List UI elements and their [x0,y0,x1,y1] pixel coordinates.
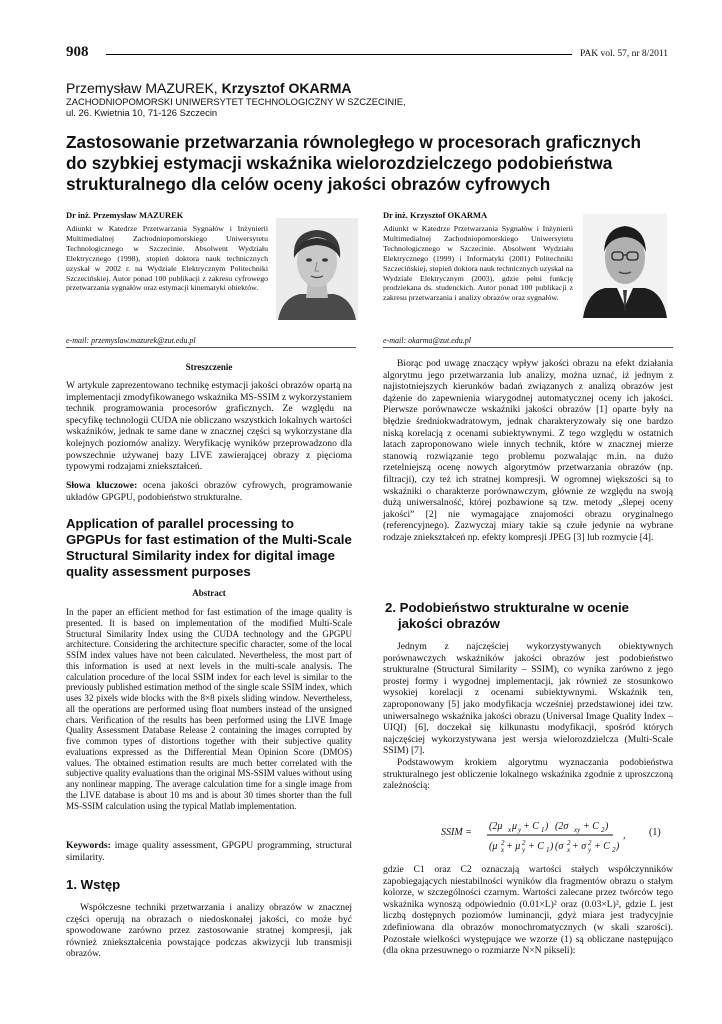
abstract-heading: Abstract [192,588,226,598]
svg-text:2: 2 [612,846,616,854]
svg-text:2: 2 [522,839,526,847]
section-2-heading-line-2: jakości obrazów [398,616,500,631]
svg-text:+ C: + C [523,821,539,832]
intro-continued [383,358,673,544]
svg-text:+ σ: + σ [572,841,587,852]
right-para-4: gdzie C1 oraz C2 oznaczają wartości stałych współczynników zapobiegających niestabilności wyników dla fragmentów obrazu o stałym kolorze, w szczególności czarnym. Wartości zalecane przez twórców tego wskaźnika wynoszą odpowiednio (0.01×L)² oraz (0.03×L)², gdzie L jest liczbą dostępnych poziomów luminancji, gdyż miara jest tradycyjnie zdefiniowana dla obrazów monochromatycznych (w skali szarości). Pozostałe wielkości występujące we wzorze (1) są obliczane następująco (dla okna przesuwnego o rozmiarze N×N pikseli): [383,864,673,957]
section-2-heading [385,600,629,632]
section-1-text: Współczesne techniki przetwarzania i analizy obrazów w znacznej części operują na obrazach o niedoskonałej jakości, co może być spowodowane zarówno przez zastosowanie stratnej kompresji, jak również zniekształcenia powstające podczas akwizycji lub transmisji obrazów. [66,902,352,960]
svg-text:+ C: + C [594,841,610,852]
section-2-block [383,641,673,792]
svg-text:x: x [567,846,571,854]
equation-number: (1) [649,827,661,838]
author-1-photo [276,218,358,320]
svg-text:1: 1 [541,826,545,834]
svg-text:(μ: (μ [489,841,498,852]
streszczenie-block [66,380,352,473]
svg-text:(2μ: (2μ [489,821,503,832]
streszczenie-text: W artykule zaprezentowano technikę estymacji jakości obrazów opartą na implementacji zmodyfikowanego wskaźnika MS-SSIM z wykorzystaniem technik programowania procesorów graficznych. Ze względu na specyfikę technologii CUDA nie obliczano wszystkich lokalnych wartości wskaźników, jednak te same dane w znacznej części są wykorzystane dla kolejnych poziomów analizy. Weryfikację wyników przeprowadzono dla powszechnie używanej bazy LIVE zawierającej obrazy z pięcioma typowymi rodzajami zniekształceń. [66,380,352,473]
bio-1-name: Dr inż. Przemysław MAZUREK [66,210,184,220]
author-2: Krzysztof OKARMA [221,80,352,96]
svg-text:y: y [518,826,522,834]
svg-text:μ: μ [512,821,518,832]
svg-text:(2σ: (2σ [555,821,569,832]
bio-1-email: e-mail: przemyslaw.mazurek@zut.edu.pl [66,336,196,345]
affiliation-line-1: ZACHODNIOPOMORSKI UNIWERSYTET TECHNOLOGICZNY W SZCZECINIE, [66,96,406,107]
equation-lhs: SSIM = [441,827,472,838]
svg-text:): ) [545,821,549,832]
svg-text:,: , [623,830,626,841]
header-rule [106,54,572,55]
svg-text:x: x [501,846,505,854]
streszczenie-keywords [66,480,352,503]
english-title: Application of parallel processing to GPGPUs for fast estimation of the Multi-Scale Structural Similarity index for digital image quality assessment purposes [66,516,352,579]
svg-text:+ C: + C [528,841,544,852]
affiliation-line-2: ul. 26. Kwietnia 10, 71-126 Szczecin [66,107,218,118]
svg-text:(σ: (σ [555,841,564,852]
page-number: 908 [66,44,89,60]
svg-text:2: 2 [601,826,605,834]
section-2-heading-line-1: 2. Podobieństwo strukturalne w ocenie [385,600,630,615]
authors-line [66,80,351,96]
left-column-rule [66,347,356,348]
svg-text:): ) [550,841,554,852]
abstract-text: In the paper an efficient method for fast estimation of the image quality is presented. It is based on implementation of the modified Multi-Scale Structural Similarity Index using the CUDA technology and the GPGPU architecture. Considering the architecture specific character, some of the local SSIM index values have not been calculated. Nevertheless, the most part of this information is used at next levels in the multi-scale analysis. The calculation procedure of the local SSIM index for each level is similar to the previously published estimation method of the single scale SSIM index, which uses 32 pixels wide blocks with the 8×8 pixels sliding window. Nevertheless, all the operations are performed using float numbers instead of the unsigned chars. Verification of the results has been performed using the LIVE Image Quality Assessment Database Release 2 containing the images corrupted by five common types of distortions together with their subjective quality evaluations expressed as the Differential Mean Opinion Score (DMOS) values. The obtained estimation results are much better correlated with the subjective quality evaluations than the original MS-SSIM values without using any nonlinear mapping. The average calculation time for a single image from the LIVE database is about 10 ms and is about 30 times shorter than the full MS-SSIM calculation using the typical Matlab implementation. [66,607,352,811]
author-2-photo [583,214,667,318]
svg-text:2: 2 [588,839,592,847]
right-para-3: Podstawowym krokiem algorytmu wyznaczania podobieństwa strukturalnego jest obliczenie lokalnego wskaźnika zgodnie z uproszczoną zależnością: [383,756,673,792]
svg-text:y: y [588,846,592,854]
svg-text:y: y [522,846,526,854]
svg-text:): ) [616,841,620,852]
journal-reference: PAK vol. 57, nr 8/2011 [580,49,668,59]
ssim-formula [485,812,635,858]
keywords-pl: ocena jakości obrazów cyfrowych, programowanie układów GPGPU, podobieństwo strukturalne. [66,480,353,503]
bio-1-text: Adiunkt w Katedrze Przetwarzania Sygnałów i Inżynierii Multimedialnej Zachodniopomorskiego Uniwersytetu Technologicznego w Szczecinie. Absolwent Wydziału Elektrycznego (1998), stopień doktora nauk technicznych uzyskał w 2002 r. na Wydziale Elektrycznym Politechniki Szczecińskiej. Autor ponad 100 publikacji z zakresu cyfrowego przetwarzania sygnałów oraz estymacji kinematyki obiektów. [66,224,268,293]
svg-text:2: 2 [501,839,505,847]
paper-title: Zastosowanie przetwarzania równoległego w procesorach graficznych do szybkiej estymacji wskaźnika wielorozdzielczego podobieństwa strukturalnego dla celów oceny jakości obrazów cyfrowych [66,132,641,194]
section-1-block [66,902,352,960]
svg-text:+ C: + C [583,821,599,832]
svg-text:+ μ: + μ [506,841,521,852]
affiliation [66,96,406,118]
svg-text:2: 2 [567,839,571,847]
streszczenie-heading: Streszczenie [185,362,233,372]
section-1-heading: 1. Wstęp [66,877,121,892]
svg-text:): ) [605,821,609,832]
equation-explanation [383,864,673,957]
svg-text:1: 1 [546,846,550,854]
svg-text:xy: xy [574,826,581,834]
abstract-block [66,607,352,811]
author-1: Przemysław MAZUREK, [66,80,218,96]
right-para-1: Biorąc pod uwagę znaczący wpływ jakości obrazu na efekt działania algorytmu jego przetwarzania lub analizy, można uznać, iż jednym z najistotniejszych kierunków badań związanych z analizą obrazów jest dążenie do zapewnienia wiarygodnej automatycznej oceny ich jakości. Pierwsze porównawcze wskaźniki jakości obrazów [1] oparte były na błędzie średniokwadratowym, jednak charakteryzowały się one bardzo niską korelacją z ocenami subiektywnymi. Z tego względu w ostatnich latach zaproponowano wiele innych technik, które w znacznej mierze stanowią rozwiązanie tego problemu pozwalając m.in. na dużo rzetelniejszą ocenę nowych algorytmów przetwarzania obrazów (np. filtracji), czy też ich stratnej kompresji. W ogromnej większości są to wskaźniki o charakterze porównawczym, głównie ze względu na swoją dużą uniwersalność, której pozbawione są tzw. metody „ślepej oceny jakości” [2] nie wymagające znajomości obrazu oryginalnego (referencyjnego). Zazwyczaj miary takie są czułe jedynie na wybrane rodzaje zniekształceń np. efekty kompresji JPEG [3] lub rozmycie [4]. [383,358,673,543]
bio-2-text: Adiunkt w Katedrze Przetwarzania Sygnałów i Inżynierii Multimedialnej Zachodniopomorskiego Uniwersytetu Technologicznego w Szczecinie. Absolwent Wydziału Elektrycznego (1999) i Informatyki (2001) Politechniki Szczecińskiej, stopień doktora nauk technicznych uzyskał na Wydziale Elektrycznym (2003), gdzie pełni funkcję prodziekana ds. studenckich. Autor ponad 100 publikacji z zakresu przetwarzania i analizy obrazów oraz sygnałów. [383,224,573,303]
svg-text:x: x [508,826,512,834]
right-column-rule [383,347,673,348]
abstract-keywords [66,840,352,863]
bio-2-email: e-mail: okarma@zut.edu.pl [383,336,472,345]
keywords-en-label: Keywords: [66,840,111,851]
equation-1 [383,812,673,858]
keywords-en: image quality assessment, GPGPU programming, structural similarity. [66,840,352,863]
keywords-pl-label: Słowa kluczowe: [66,480,138,491]
bio-2-name: Dr inż. Krzysztof OKARMA [383,210,488,220]
right-para-2: Jednym z najczęściej wykorzystywanych obiektywnych porównawczych wskaźników jakości obrazów jest podobieństwo strukturalne (Structural Similarity – SSIM), co wynika zarówno z jego prostej formy i wygodnej implementacji, jak również ze stosunkowo wysokiej korelacji z ocenami subiektywnymi. Wskaźnik ten, zaproponowany [5] jako modyfikacja wcześniej przedstawionej idei tzw. uniwersalnego wskaźnika jakości obrazu (Universal Image Quality Index – UIQI) [6], doczekał się kilkunastu modyfikacji, spośród których najczęściej wykorzystywana jest wersja wielorozdzielcza (Multi-Scale SSIM) [7]. [383,641,673,757]
